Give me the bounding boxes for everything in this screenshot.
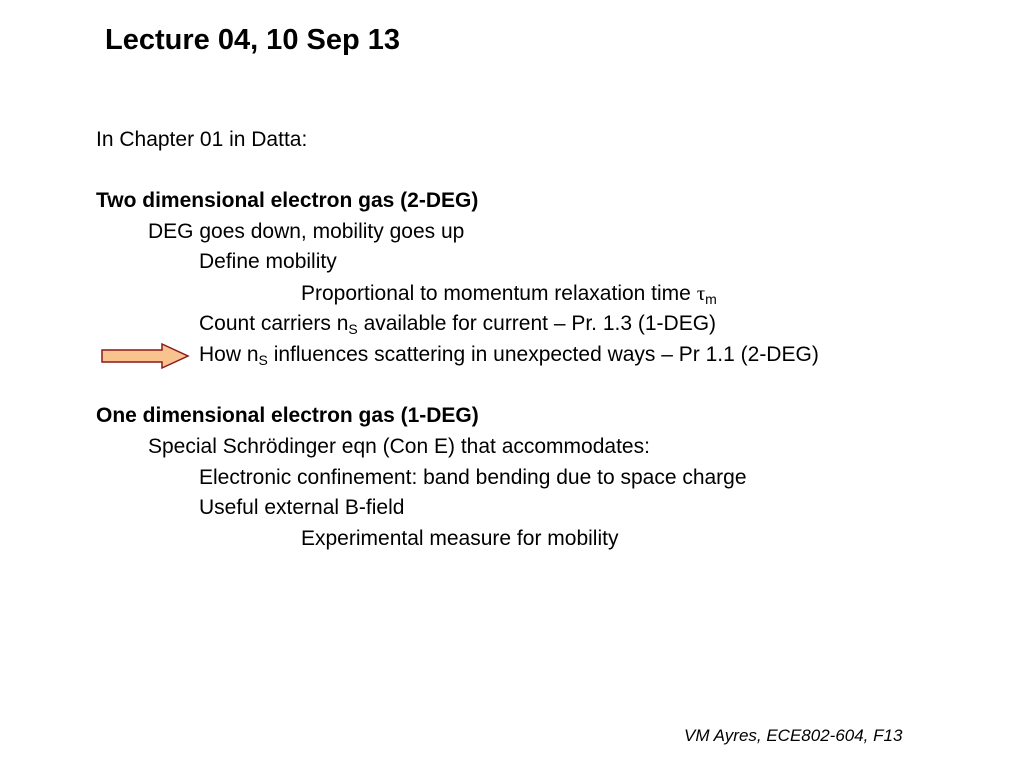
- bullet-count-carriers: [199, 312, 716, 336]
- section-1deg-heading: One dimensional electron gas (1-DEG): [96, 404, 479, 427]
- bullet-experimental-measure: Experimental measure for mobility: [301, 527, 619, 550]
- tau-subscript: m: [705, 291, 717, 307]
- tau-symbol: τ: [696, 281, 706, 305]
- bullet-deg-mobility: DEG goes down, mobility goes up: [148, 220, 465, 243]
- count-carriers-post: available for current – Pr. 1.3 (1-DEG): [357, 312, 717, 335]
- bullet-confinement: Electronic confinement: band bending due to space charge: [199, 466, 747, 489]
- bullet-relaxation-time: [301, 281, 717, 306]
- right-arrow-icon: [100, 342, 192, 370]
- intro-text: In Chapter 01 in Datta:: [96, 128, 308, 151]
- scattering-post: influences scattering in unexpected ways – Pr 1.1 (2-DEG): [267, 343, 819, 366]
- count-carriers-pre: Count carriers n: [199, 312, 349, 335]
- bullet-b-field: Useful external B-field: [199, 496, 405, 519]
- bullet-define-mobility: Define mobility: [199, 250, 337, 273]
- bullet-scattering: [199, 343, 819, 367]
- scattering-pre: How n: [199, 343, 259, 366]
- count-carriers-sub: S: [348, 321, 358, 337]
- footer-credit: VM Ayres, ECE802-604, F13: [684, 726, 903, 745]
- bullet-schrodinger: Special Schrödinger eqn (Con E) that accommodates:: [148, 435, 650, 458]
- slide-title: Lecture 04, 10 Sep 13: [105, 24, 400, 56]
- scattering-sub: S: [258, 352, 268, 368]
- section-2deg-heading: Two dimensional electron gas (2-DEG): [96, 189, 479, 212]
- relaxation-text: Proportional to momentum relaxation time: [301, 282, 697, 305]
